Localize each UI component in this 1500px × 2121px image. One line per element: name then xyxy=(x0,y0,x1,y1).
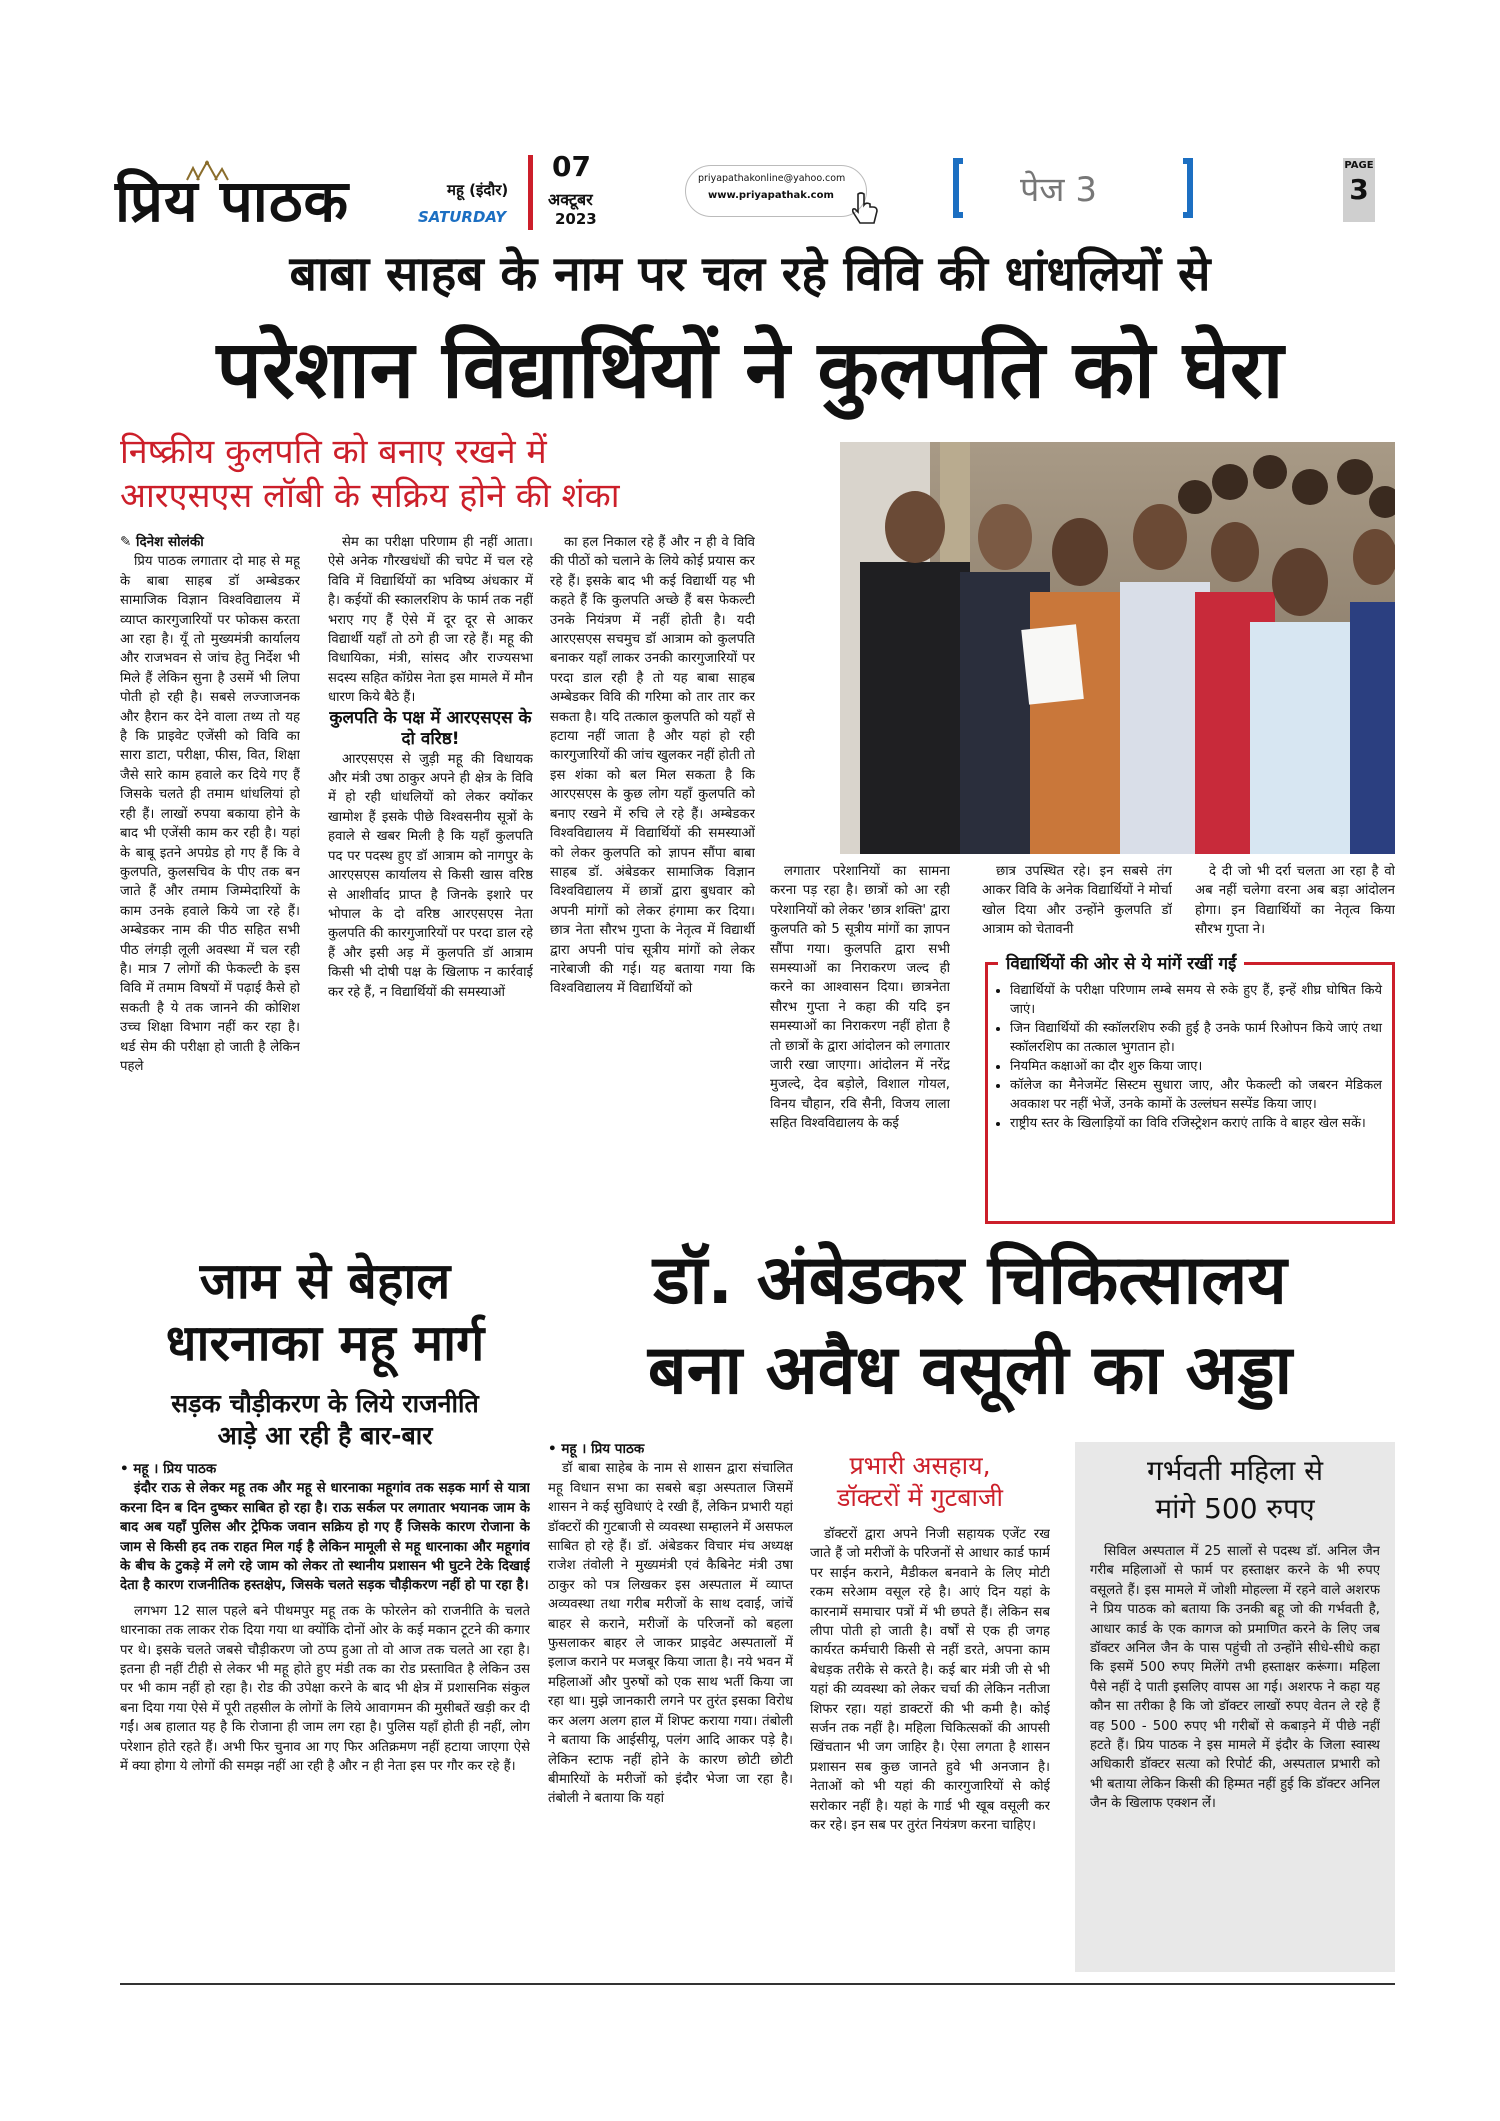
weekday-label: SATURDAY xyxy=(418,208,507,226)
lead-column-3 xyxy=(550,533,755,1233)
masthead xyxy=(0,0,1500,235)
demands-title: विद्यार्थियों की ओर से ये मांगें रखीं गईं xyxy=(998,951,1244,974)
date-month: अक्टूबर xyxy=(548,190,593,209)
lead-col5-text: छात्र उपस्थित रहे। इन सबसे तंग आकर विवि के अनेक विद्यार्थियों ने मोर्चा खोल दिया और उन्होंने कुलपति डॉ आत्राम को चेतावनी xyxy=(982,864,1172,938)
traffic-body: लगभग 12 साल पहले बने पीथमपुर महू तक के फोरलेन को राजनीति के चलते धारनाका तक लाकर रोक दिया गया था क्योंकि दोनों ओर के कई मकान टूटने की कगार पर थे। इसके चलते जबसे चौड़ीकरण जो ठप्प हुआ तो वो आज तक चलते आ रहा है। इतना ही नहीं टीही से लेकर भी महू होते हुए मंडी तक का रोड प्रस्तावित है लेकिन उस पर भी काम नहीं हो रहा है। रोड की उपेक्षा करने के बाद भी क्षेत्र में प्रशासनिक संकुल बना दिया गया ऐसे में पूरी तहसील के लोगों के लिये आवागमन की मुसीबतें खड़ी कर दी गईं। अब हालात यह है कि रोजाना ही जाम लग रहा है। पुलिस यहाँ होती ही नहीं, लोग परेशान होते रहते हैं। अभी फिर चुनाव आ गए फिर अतिक्रमण नहीं हटाया जाएगा ऐसे में क्या होगा ये लोगों की समझ नहीं आ रही है और न ही नेता इस पर गौर कर रहे हैं। xyxy=(120,1603,530,1775)
traffic-deck-line1: सड़क चौड़ीकरण के लिये राजनीति xyxy=(171,1389,479,1418)
page-number-box xyxy=(1343,158,1375,222)
footer-rule xyxy=(120,1983,1395,1985)
date-day: 07 xyxy=(552,150,591,183)
traffic-deck-line2: आड़े आ रही है बार-बार xyxy=(217,1421,433,1450)
traffic-headline-line2: धारनाका महू मार्ग xyxy=(165,1314,485,1372)
city-label: महू (इंदौर) xyxy=(447,181,509,199)
lead-headline: परेशान विद्यार्थियों ने कुलपति को घेरा xyxy=(216,323,1284,416)
lead-deck xyxy=(120,430,830,518)
lead-column-5 xyxy=(982,862,1172,947)
lead-column-4 xyxy=(770,862,950,1232)
traffic-dateline-text: महू । प्रिय पाठक xyxy=(133,1461,217,1477)
section-bracket-left xyxy=(953,158,963,218)
lead-column-1 xyxy=(120,533,300,1233)
lead-col2a-text: सेम का परीक्षा परिणाम ही नहीं आता। ऐसे अनेक गौरखधंधों की चपेट में चल रहे विवि में विद्यार्थियों का भविष्य अंधकार में है। कईयों की स्कालरशिप के फार्म तक नहीं भराए गए हैं ऐसे में दूर दूर से आकर विद्यार्थी यहाँ तो ठगे ही जा रहे हैं। महू की विधायिका, मंत्री, सांसद और राज्यसभा सदस्य सहित कॉग्रेस नेता इस मामले में मौन धारण किये बैठे हैं। xyxy=(328,535,533,706)
lead-photo xyxy=(840,442,1395,854)
traffic-headline-line1: जाम से बेहाल xyxy=(199,1252,451,1310)
hospital-column-2 xyxy=(810,1525,1050,1975)
lead-byline-name: दिनेश सोलंकी xyxy=(136,534,204,550)
page-number: 3 xyxy=(1349,173,1369,206)
pointer-hand-icon xyxy=(850,192,880,226)
hospital-headline-line1: डॉ. अंबेडकर चिकित्सालय xyxy=(653,1241,1287,1320)
lead-col4-text: लगातार परेशानियों का सामना करना पड़ रहा है। छात्रों को आ रही परेशानियों को लेकर 'छात्र शक्ति' द्वारा कुलपति को 5 सूत्रीय मांगों का ज्ञापन सौंपा गया। कुलपति द्वारा सभी समस्याओं का निराकरण जल्द ही करने का आश्वासन दिया। छात्रनेता सौरभ गुप्ता ने कहा की यदि इन समस्याओं का निराकरण नहीं होता है तो छात्रों के द्वारा आंदोलन को लगातार जारी रखा जाएगा। आंदोलन में नरेंद्र मुजल्दे, देव बड़ोले, विशाल गोयल, विनय चौहान, रवि सैनी, विजय लाला सहित विश्वविद्यालय के कई xyxy=(770,864,950,1132)
lead-col6-text: दे दी जो भी दर्रा चलता आ रहा है वो अब नहीं चलेगा वरना अब बड़ा आंदोलन होगा। इन विद्यार्थियों का नेतृत्व किया सौरभ गुप्ता ने। xyxy=(1195,864,1395,938)
date-year: 2023 xyxy=(555,210,597,228)
lead-column-2 xyxy=(328,533,533,1233)
newspaper-title: प्रिय पाठक xyxy=(115,167,350,235)
sidebar-column xyxy=(1090,1542,1380,1967)
website-text[interactable]: www.priyapathak.com xyxy=(708,190,834,201)
page-label: PAGE xyxy=(1344,160,1374,171)
lead-subhead: कुलपति के पक्ष में आरएसएस के दो वरिष्ठ! xyxy=(329,707,532,749)
hospital-headline-line2: बना अवैध वसूली का अड्डा xyxy=(647,1331,1293,1410)
demand-item: • राष्ट्रीय स्तर के खिलाड़ियों का विवि रजिस्ट्रेशन कराएं ताकि वे बाहर खेल सकें। xyxy=(1010,1114,1382,1133)
demands-list xyxy=(988,965,1392,1133)
hospital-dateline-text: महू । प्रिय पाठक xyxy=(561,1441,645,1457)
hospital-subhead-line2: डॉक्टरों में गुटबाजी xyxy=(836,1483,1004,1512)
pen-icon: ✎ xyxy=(120,534,137,550)
lead-deck-line1: निष्क्रीय कुलपति को बनाए रखने में xyxy=(120,432,547,472)
email-text[interactable]: priyapathakonline@yahoo.com xyxy=(698,173,846,184)
demand-item: • जिन विद्यार्थियों की स्कॉलरशिप रुकी हुई है उनके फार्म रिओपन किये जाएं तथा स्कॉलरशिप का तत्काल भुगतान हो। xyxy=(1010,1019,1382,1057)
sidebar-title-line1: गर्भवती महिला से xyxy=(1146,1454,1324,1487)
lead-col1-text: प्रिय पाठक लगातार दो माह से महू के बाबा साहब डॉ अम्बेडकर सामाजिक विज्ञान विश्वविद्यालय में व्याप्त कारगुजारियों पर फोकस करता आ रहा है। यूँ तो मुख्यमंत्री कार्यालय और राजभवन से जांच हेतु निर्देश भी मिले हैं लेकिन सुना है उसमें भी लिपा पोती हो रही है। सबसे लज्जाजनक और हैरान कर देने वाला तथ्य तो यह है कि प्राइवेट एजेंसी को विवि का सारा डाटा, परीक्षा, फीस, वित, शिक्षा जैसे सारे काम हवाले कर दिये गए हैं जिसके चलते ही तमाम धांधलियां हो रही हैं। लाखों रुपया बकाया होने के बाद भी एजेंसी काम कर रही है। यहां के बाबू इतने अपग्रेड हो गए हैं कि वे कुलपति, कुलसचिव के पीए तक बन जाते हैं और तमाम जिम्मेदारियों के काम उनके हवाले किये जा रहे हैं। अम्बेडकर नाम की पीठ सहित सभी पीठ लंगड़ी लूली अवस्था में चल रही है। मात्र 7 लोगों की फेकल्टी के इस विवि में तमाम विषयों में पढ़ाई कैसे हो सकती है ये तक जानने की कोशिश उच्च शिक्षा विभाग नहीं कर रहा है। थर्ड सेम की परीक्षा हो जाती है लेकिन पहले xyxy=(120,554,300,1074)
hospital-dateline: • महू । प्रिय पाठक xyxy=(548,1441,645,1457)
sidebar-body: सिविल अस्पताल में 25 सालों से पदस्थ डॉ. अनिल जैन गरीब महिलाओं से फार्म पर हस्ताक्षर करने के भी रुपए वसूलते हैं। इस मामले में जोशी मोहल्ला में रहने वाले अशरफ ने प्रिय पाठक को बताया कि उनकी बहू जो की गर्भवती है, आधार कार्ड के एक कागज को प्रमाणित करने के लिए जब डॉक्टर अनिल जैन के पास पहुंची तो उन्होंने सीधे-सीधे कहा कि इसमें 500 रुपए मिलेंगे तभी हस्ताक्षर करूंगा। महिला पैसे नहीं दे पाती इसलिए वापस आ गई। अशरफ ने कहा यह कौन सा तरीका है कि जो डॉक्टर लाखों रुपए वेतन ले रहे हैं वह 500 - 500 रुपए भी गरीबों से कबाड़ने में पीछे नहीं हटते हैं। प्रिय पाठक ने इस मामले में इंदौर के जिला स्वास्थ अधिकारी डॉक्टर सत्या को रिपोर्ट की, अस्पताल प्रभारी को भी बताया लेकिन किसी की हिम्मत नहीं हुई कि डॉक्टर अनिल जैन के खिलाफ एक्शन लेंं। xyxy=(1090,1544,1380,1812)
traffic-column xyxy=(120,1460,530,1975)
lead-kicker: बाबा साहब के नाम पर चल रहे विवि की धांधलियों से xyxy=(289,246,1211,302)
demand-item: • कॉलेज का मैनेजमेंट सिस्टम सुधारा जाए, और फेकल्टी को जबरन मेडिकल अवकाश पर नहीं भेजें, उनके कामों के उल्लंघन सस्पेंड किया जाए। xyxy=(1010,1076,1382,1114)
hospital-column-1 xyxy=(548,1440,793,1975)
contact-box xyxy=(685,165,867,217)
lead-byline xyxy=(120,533,300,552)
lead-col3-text: का हल निकाल रहे हैं और न ही वे विवि की पीठों को चलाने के लिये कोई प्रयास कर रहे हैं। इसके बाद भी कई विद्यार्थी यह भी कहते हैं कि कुलपति अच्छे हैं बस फेकल्टी उनके नियंत्रण में नहीं होती है। यदी आरएसएस सचमुच डॉ आत्राम को कुलपति बनाकर यहाँ लाकर उनकी कारगुजारियों पर परदा डाल रही है तो यह बाबा साहब अम्बेडकर विवि की गरिमा को तार तार कर सकता है। यदि तत्काल कुलपति को यहाँ से हटाया नहीं जाता है और यहां हो रही कारगुजारियों की जांच खुलकर नहीं होती तो इस शंका को बल मिल सकता है कि आरएसएस के कुछ लोग यहाँ कुलपति को बनाए रखने में रुचि ले रहे हैं। अम्बेडकर विश्वविद्यालय में विद्यार्थियों की समस्याओं को लेकर कुलपति को ज्ञापन सौंपा बाबा साहब डॉ. अंबेडकर सामाजिक विज्ञान विश्वविद्यालय में छात्रों द्वारा बुधवार को अपनी मांगों को लेकर हंगामा कर दिया। छात्र नेता सौरभ गुप्ता के नेतृत्व में विद्यार्थी द्वारा अपनी पांच सूत्रीय मांगों को लेकर नारेबाजी की गई। यह बताया गया कि विश्वविद्यालय में विद्यार्थियों को xyxy=(550,535,755,997)
demand-item: • नियमित कक्षाओं का दौर शुरु किया जाए। xyxy=(1010,1057,1382,1076)
section-label: पेज 3 xyxy=(1020,170,1097,210)
lead-column-6 xyxy=(1195,862,1395,947)
demands-box xyxy=(985,954,1395,1224)
lead-deck-line2: आरएसएस लॉबी के सक्रिय होने की शंका xyxy=(120,476,620,516)
date-divider xyxy=(528,155,533,230)
hospital-col2-text: डॉक्टरों द्वारा अपने निजी सहायक एजेंट रख जाते हैं जो मरीजों के परिजनों से आधार कार्ड फार्म पर साईन कराने, मैडीकल बनवाने के लिए मोटी रकम सरेआम वसूल रहे है। आएं दिन यहां के कारनामें समाचार पत्रों में भी छपते हैं। लेकिन सब लीपा पोती हो जाती है। वर्षों से एक ही जगह कार्यरत कर्मचारी किसी से नहीं डरते, अपना काम बेधड़क तरीके से करते है। कई बार मंत्री जी से भी यहां की व्यवस्था को लेकर चर्चा की लेकिन नतीजा शिफर रहा। यहां डाक्टरों की भी कमी है। कोई सर्जन तक नहीं है। महिला चिकित्सकों की आपसी खिंचतान भी जग जाहिर है। ऐसा लगता है शासन प्रशासन सब कुछ जानते हुवे भी अनजान है। नेताओं को भी यहां की कारगुजारियों से कोई सरोकार नहीं है। यहां के गार्ड भी खूब वसूली कर कर रहे। इन सब पर तुरंत नियंत्रण करना चाहिए। xyxy=(810,1527,1050,1834)
traffic-intro: इंदौर राऊ से लेकर महू तक और महू से धारनाका महूगांव तक सड़क मार्ग से यात्रा करना दिन ब दिन दुष्कर साबित हो रहा है। राऊ सर्कल पर लगातार भयानक जाम के बाद अब यहाँ पुलिस और ट्रेफिक जवान सक्रिय हो गए हैं जिसके कारण रोजाना के जाम से किसी हद तक राहत मिल गई है लेकिन मामूली से महू धारनाका और महूगांव के बीच के टुकड़े में लगे रहे जाम को लेकर तो स्थानीय प्रशासन भी घुटने टेके दिखाई देता है कारण राजनीतिक हस्तक्षेप, जिसके चलते सड़क चौड़ीकरण नहीं हो पा रहा है। xyxy=(120,1481,530,1594)
sidebar-title-line2: मांगे 500 रुपए xyxy=(1155,1492,1315,1525)
lead-col2b-text: आरएसएस से जुड़ी महू की विधायक और मंत्री उषा ठाकुर अपने ही क्षेत्र के विवि में हो रही धांधलियों को लेकर क्योंकर खामोश हैं इसके पीछे विश्वसनीय सूत्रों के हवाले से खबर मिली है कि यहाँ कुलपति पद पर पदस्थ हुए डॉ आत्राम को नागपुर के आरएसएस कार्यालय से किसी खास वरिष्ठ से आशीर्वाद प्राप्त है जिनके इशारे पर भोपाल के दो वरिष्ठ आरएसएस नेता कुलपति की कारगुजारियों पर परदा डाल रहे हैं और इसी अड़ में कुलपति डॉ आत्राम किसी भी दोषी पक्ष के खिलाफ न कार्रवाई कर रहे हैं, न विद्यार्थियों की समस्याओं xyxy=(328,751,533,1000)
traffic-dateline: • महू । प्रिय पाठक xyxy=(120,1461,217,1477)
sidebar-box xyxy=(1075,1442,1395,1972)
section-bracket-right xyxy=(1183,158,1193,218)
hospital-subhead-line1: प्रभारी असहाय, xyxy=(849,1451,991,1480)
hospital-col1-text: डॉ बाबा साहेब के नाम से शासन द्वारा संचालित महू विधान सभा का सबसे बड़ा अस्पताल जिसमें शासन ने कई सुविधाएं दे रखी हैं, लेकिन प्रभारी यहां डॉक्टरों की गुटबाजी से व्यवस्था सम्हालने में असफल साबित हो रहे हैं। डॉ. अंबेडकर विचार मंच अध्यक्ष राजेश तंवोली ने मुख्यमंत्री एवं कैबिनेट मंत्री उषा ठाकुर को पत्र लिखकर इस अस्पताल में व्याप्त अव्यवस्था तथा गरीब मरीजों के साथ दवाई, जांचें बाहर से कराने, मरीजों के परिजनों को बहला फुसलाकर बाहर ले जाकर प्राइवेट अस्पतालों में इलाज कराने पर मजबूर किया जाता है। नये भवन में महिलाओं और पुरुषों को एक साथ भर्ती किया जा रहा था। मुझे जानकारी लगने पर तुरंत इसका विरोध कर अलग अलग हाल में शिफ्ट कराया गया। तंबोली ने बताया कि आईसीयू, पलंग आदि आकर पड़े है। लेकिन स्टाफ नहीं होने के कारण छोटी छोटी बीमारियों के मरीजों को इंदौर भेजा जा रहा है। तंबोली ने बताया कि यहां xyxy=(548,1461,793,1807)
demand-item: • विद्यार्थियों के परीक्षा परिणाम लम्बे समय से रुके हुए हैं, इन्हें शीघ्र घोषित किये जाएं। xyxy=(1010,981,1382,1019)
hospital-subhead xyxy=(805,1450,1035,1514)
